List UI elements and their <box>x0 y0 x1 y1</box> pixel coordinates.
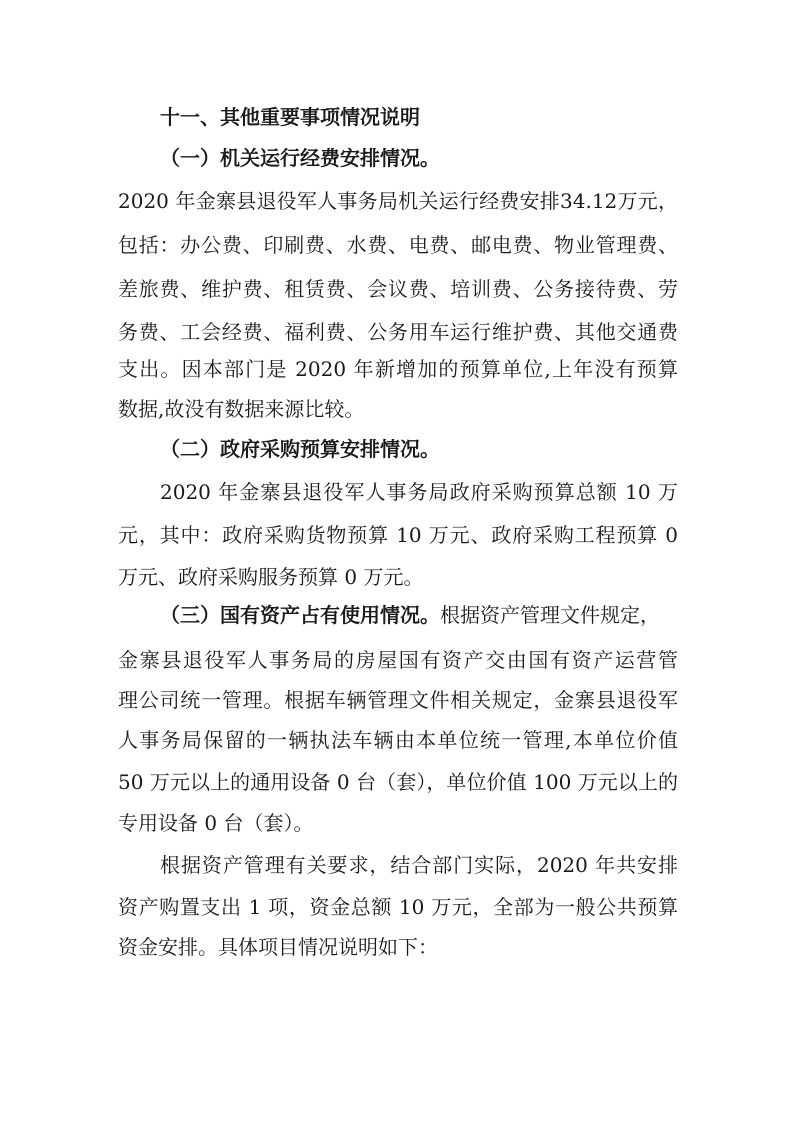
subsection-2-title: （二）政府采购预算安排情况。 <box>160 437 440 461</box>
paragraph-3-line-3: 人事务局保留的一辆执法车辆由本单位统一管理,本单位价值 <box>118 728 678 752</box>
paragraph-1-line-5: 支出。因本部门是 2020 年新增加的预算单位,上年没有预算 <box>118 357 678 381</box>
paragraph-2-line-2: 元，其中：政府采购货物预算 10 万元、政府采购工程预算 0 <box>118 523 678 547</box>
paragraph-4-line-1: 根据资产管理有关要求，结合部门实际，2020 年共安排 <box>160 853 678 877</box>
subsection-3-title-tail: 根据资产管理文件规定， <box>440 603 660 627</box>
subsection-3-title: （三）国有资产占有使用情况。 <box>160 603 440 627</box>
paragraph-2-line-1: 2020 年金寨县退役军人事务局政府采购预算总额 10 万 <box>160 480 678 504</box>
paragraph-1-line-6: 数据,故没有数据来源比较。 <box>118 397 365 421</box>
paragraph-4-line-3: 资金安排。具体项目情况说明如下： <box>118 935 438 959</box>
paragraph-3-line-5: 专用设备 0 台（套）。 <box>118 811 314 835</box>
paragraph-2-line-3: 万元、政府采购服务预算 0 万元。 <box>118 565 424 589</box>
subsection-3-first-line <box>160 600 720 630</box>
subsection-1-title: （一）机关运行经费安排情况。 <box>160 146 440 170</box>
paragraph-1-line-2: 包括：办公费、印刷费、水费、电费、邮电费、物业管理费、 <box>118 233 678 257</box>
paragraph-1-line-4: 务费、工会经费、福利费、公务用车运行维护费、其他交通费 <box>118 320 678 344</box>
paragraph-3-line-4: 50 万元以上的通用设备 0 台（套），单位价值 100 万元以上的 <box>118 770 678 794</box>
paragraph-4-line-2: 资产购置支出 1 项，资金总额 10 万元，全部为一般公共预算 <box>118 895 678 919</box>
paragraph-3-line-2: 理公司统一管理。根据车辆管理文件相关规定，金寨县退役军 <box>118 688 678 712</box>
paragraph-3-line-1: 金寨县退役军人事务局的房屋国有资产交由国有资产运营管 <box>118 648 678 672</box>
paragraph-1-line-1: 2020 年金寨县退役军人事务局机关运行经费安排34.12万元， <box>118 189 678 213</box>
paragraph-1-line-3: 差旅费、维护费、租赁费、会议费、培训费、公务接待费、劳 <box>118 277 678 301</box>
section-heading: 十一、其他重要事项情况说明 <box>160 105 420 129</box>
